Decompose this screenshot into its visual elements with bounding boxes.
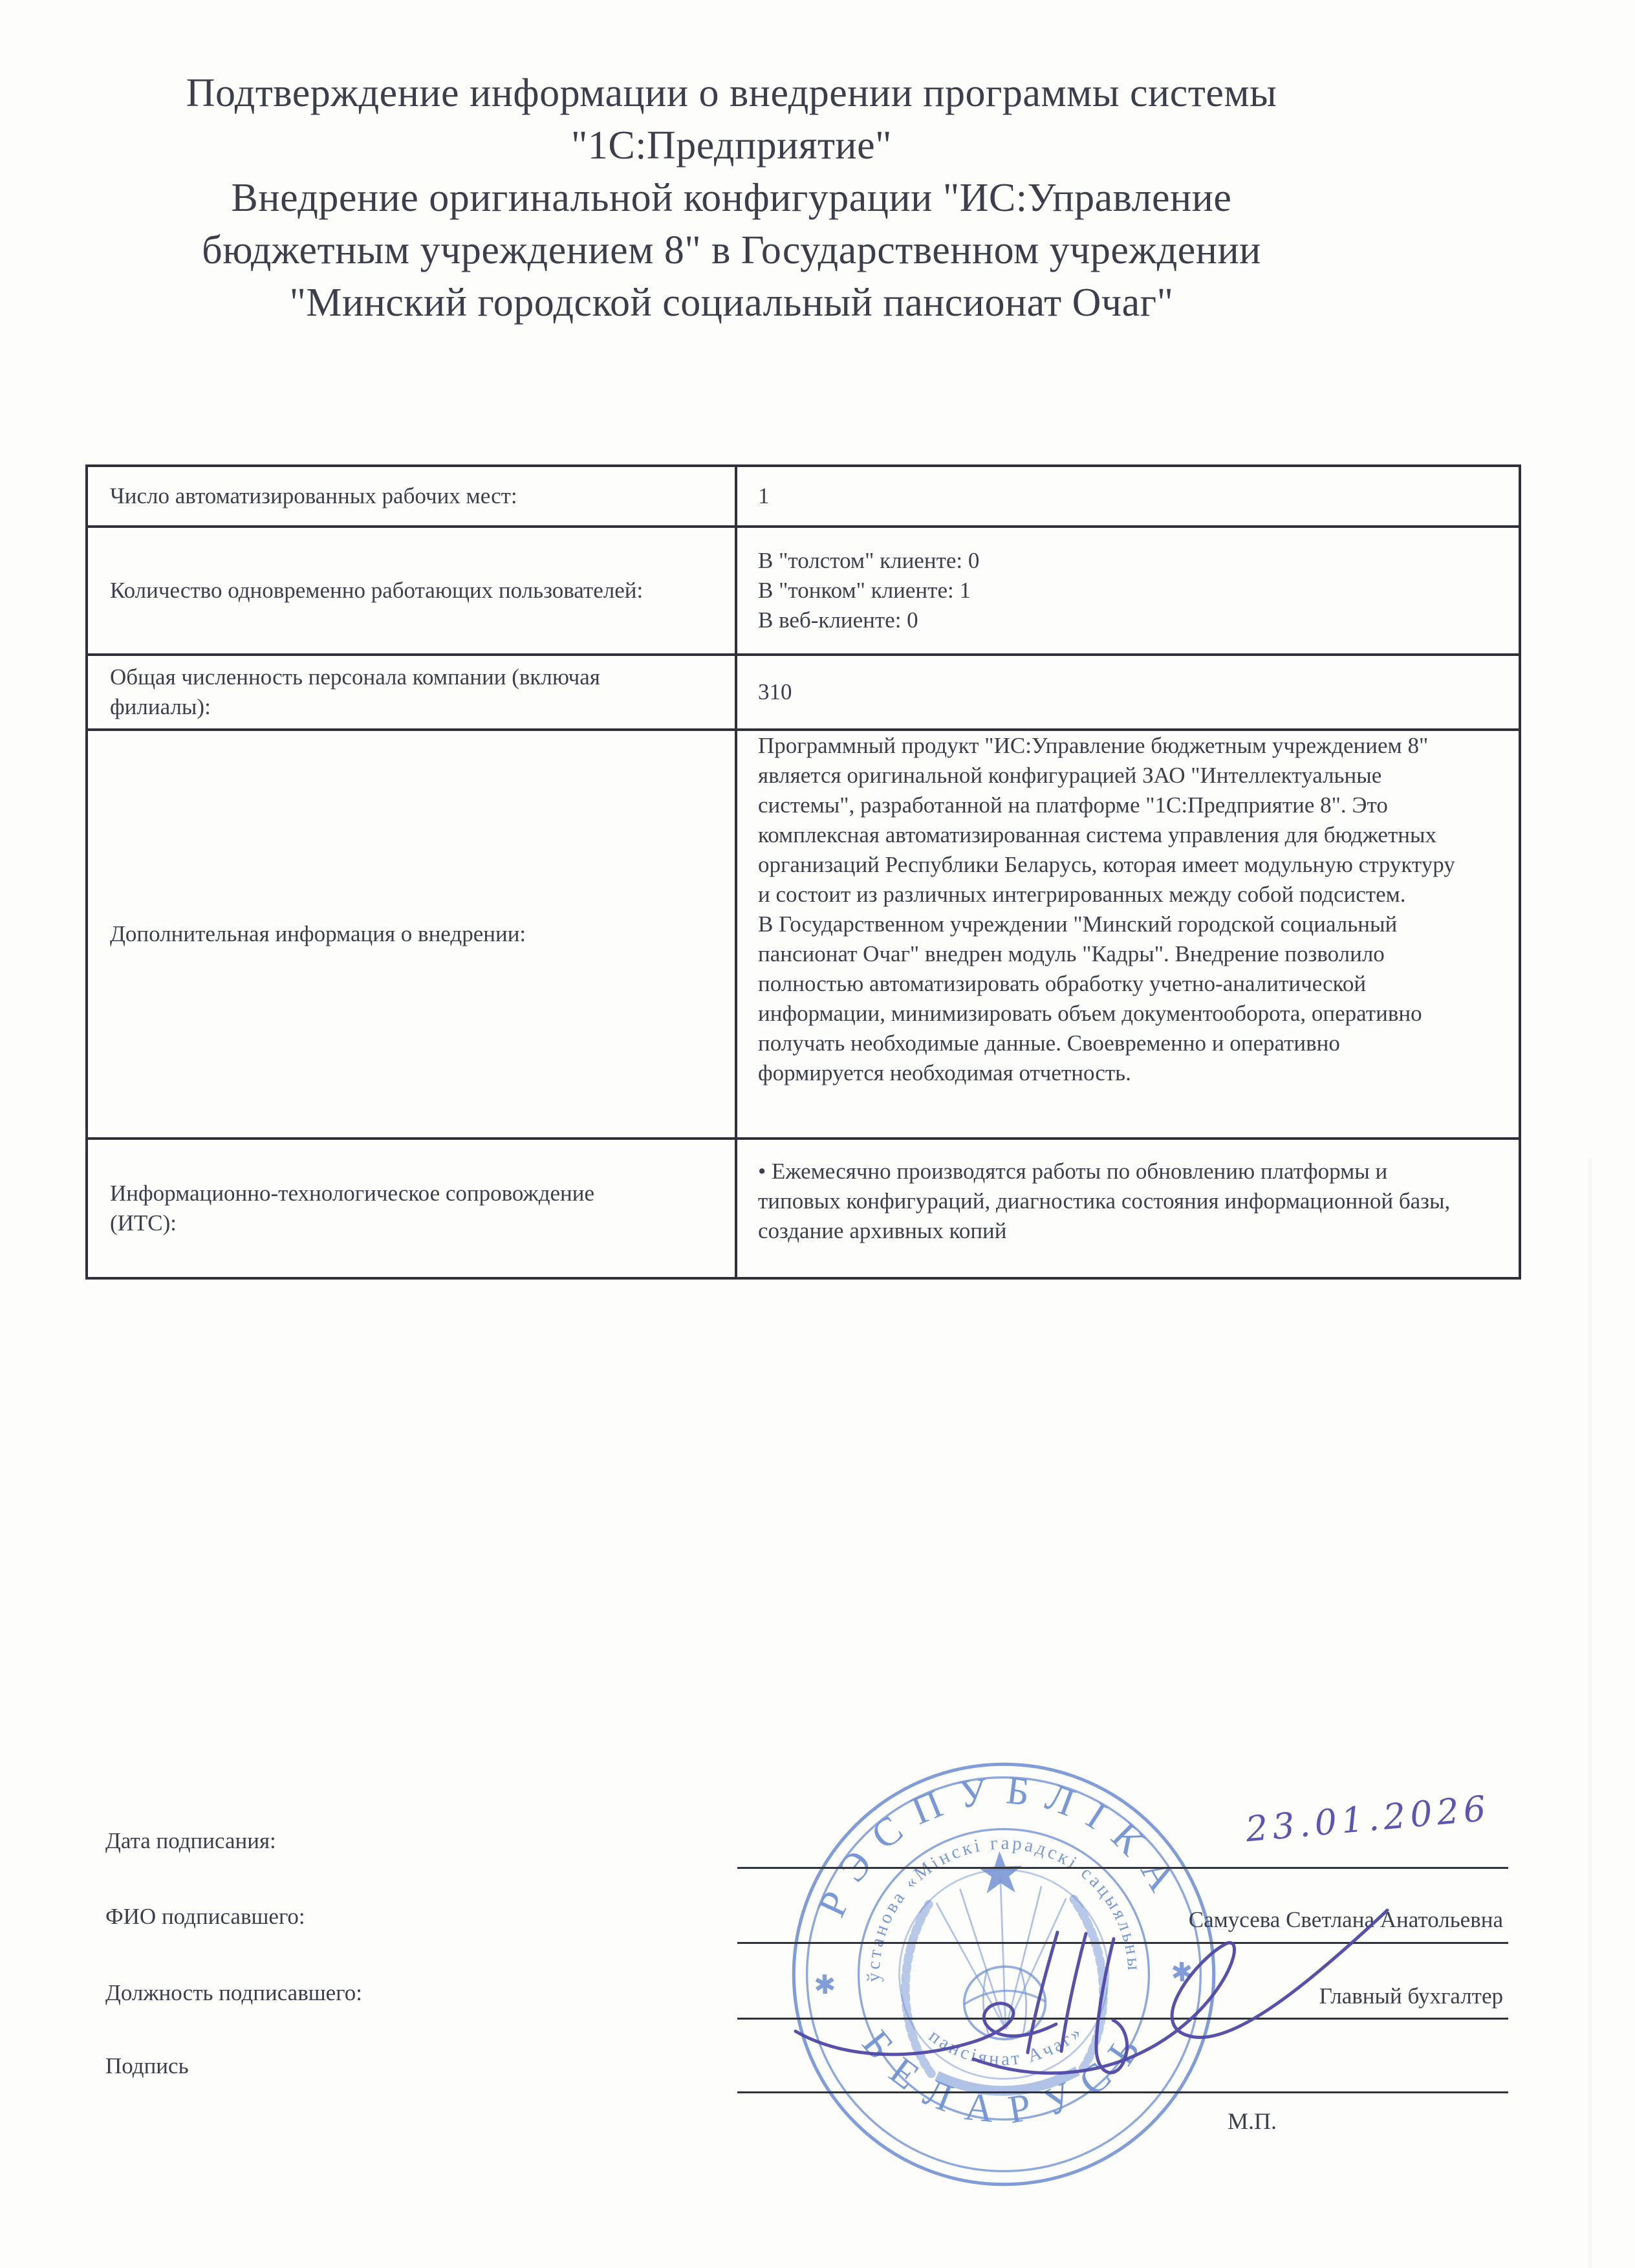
table-row <box>88 728 1519 1137</box>
title-line: "Минский городской социальный пансионат Очаг" <box>289 281 1174 325</box>
stamp-outer-top-text: РЭСПУБЛІКА <box>809 1767 1193 1924</box>
row-label-text: Общая численность персонала компании (включая филиалы): <box>110 664 600 719</box>
row-value <box>735 656 1519 728</box>
row-label <box>88 1140 735 1277</box>
value-line: 310 <box>758 679 792 704</box>
row-value <box>735 731 1519 1137</box>
signature-stroke <box>1028 1932 1057 2053</box>
title-line: "1С:Предприятие" <box>571 124 892 168</box>
row-label <box>88 528 735 653</box>
row-label <box>88 731 735 1137</box>
stamp-star-right: ✱ <box>1170 1957 1194 1988</box>
stamp-place-label: М.П. <box>1227 2108 1277 2134</box>
stamp-star-left: ✱ <box>813 1970 837 2000</box>
signature-stroke <box>796 2003 1056 2055</box>
row-value <box>735 1140 1519 1277</box>
signature-field-label-name: ФИО подписавшего: <box>105 1904 305 1929</box>
value-line: В "толстом" клиенте: 0 <box>758 548 980 573</box>
signature-line-date <box>737 1867 1508 1869</box>
row-label-text: Информационно-технологическое сопровождение (ИТС): <box>110 1181 595 1236</box>
value-line: 1 <box>758 483 770 508</box>
signer-position: Главный бухгалтер <box>1319 1983 1503 2009</box>
stamp-outer-bottom-text: БЕЛАРУСЬ <box>853 2014 1159 2133</box>
row-label <box>88 656 735 728</box>
row-value <box>735 528 1519 653</box>
table-row <box>88 467 1519 525</box>
value-paragraph: • Ежемесячно производятся работы по обновлению платформы и типовых конфигураций, диагностика состояния информационной базы, создание архивных копий <box>758 1159 1451 1243</box>
signature-field-label-position: Должность подписавшего: <box>105 1980 362 2005</box>
title-line: бюджетным учреждением 8" в Государственном учреждении <box>202 228 1261 272</box>
table-row <box>88 653 1519 728</box>
document-title <box>0 67 1463 329</box>
row-value <box>735 467 1519 525</box>
signature-stroke <box>1061 1934 1086 2051</box>
value-paragraph: В Государственном учреждении "Минский городской социальный пансионат Очаг" внедрен модуль "Кадры". Внедрение позволило полностью автоматизировать обработку учетно-аналитической информации, минимизировать объем документооборота, оперативно получать необходимые данные. Своевременно и оперативно формируется необходимая отчетность. <box>758 911 1422 1085</box>
table-row <box>88 525 1519 653</box>
value-line: В веб-клиенте: 0 <box>758 607 918 633</box>
title-line: Внедрение оригинальной конфигурации "ИС:Управление <box>231 176 1232 220</box>
value-paragraph: Программный продукт "ИС:Управление бюджетным учреждением 8" является оригинальной конфигурацией ЗАО "Интеллектуальные системы", разработанной на платформе "1С:Предприятие 8". Это комплексная автоматизированная система управления для бюджетных организаций Республики Беларусь, которая имеет модульную структуру и состоит из различных интегрированных между собой подсистем. <box>758 733 1455 907</box>
implementation-info-table <box>85 464 1521 1280</box>
signature-stroke <box>1096 1939 1127 2073</box>
row-label-text: Число автоматизированных рабочих мест: <box>110 483 517 508</box>
handwritten-date: 23.01.2026 <box>1244 1787 1492 1850</box>
scan-artifact <box>1588 1158 1592 2268</box>
table-row <box>88 1137 1519 1277</box>
row-label-text: Количество одновременно работающих пользователей: <box>110 578 644 603</box>
title-line: Подтверждение информации о внедрении программы системы <box>186 71 1277 115</box>
signature-field-label-signature: Подпись <box>105 2053 189 2078</box>
signature-ink <box>779 1892 1413 2106</box>
value-line: В "тонком" клиенте: 1 <box>758 578 971 603</box>
signature-stroke <box>973 1910 1387 2073</box>
signature-field-label-date: Дата подписания: <box>105 1828 276 1853</box>
stamp-inner-top-text: ўстанова «Мінскі гарадскі сацыяльны <box>863 1833 1145 1983</box>
row-label <box>88 467 735 525</box>
row-label-text: Дополнительная информация о внедрении: <box>110 921 526 946</box>
signer-name: Самусева Светлана Анатольевна <box>1188 1907 1503 1932</box>
stamp-inner-bottom-text: пансіянат Ачаг» <box>925 2020 1087 2070</box>
